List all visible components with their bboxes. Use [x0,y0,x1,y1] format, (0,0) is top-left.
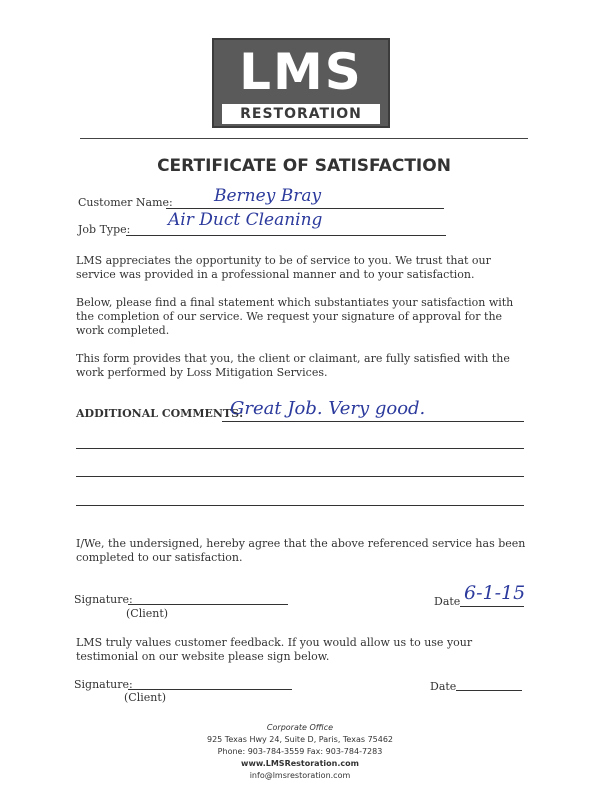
footer-email[interactable]: info@lmsrestoration.com [249,771,351,780]
date-value[interactable]: 6-1-15 [464,582,526,604]
footer [160,722,440,782]
signature-line[interactable] [128,604,288,605]
logo-sub-text: RESTORATION [222,104,380,124]
testimonial-date-label: Date [430,680,457,693]
date-line [460,606,524,607]
comments-value[interactable]: Great Job. Very good. [230,398,426,419]
footer-office: Corporate Office [266,723,334,732]
comments-line-2 [76,448,524,449]
comments-label: ADDITIONAL COMMENTS: [76,407,244,420]
comments-line-4 [76,505,524,506]
page-title: CERTIFICATE OF SATISFACTION [157,156,451,176]
comments-line-1 [222,421,524,422]
agreement-paragraph: I/We, the undersigned, hereby agree that the above referenced service has been completed to our satisfaction. [76,537,526,564]
feedback-paragraph: LMS truly values customer feedback. If you would allow us to use your testimonial on our website please sign below. [76,636,473,663]
job-type-line [126,235,446,236]
testimonial-signature-line[interactable] [128,689,292,690]
job-type-label: Job Type: [78,223,131,236]
comments-line-3 [76,476,524,477]
testimonial-date-line[interactable] [456,690,522,691]
date-label: Date [434,595,461,608]
customer-name-label: Customer Name: [78,196,173,209]
testimonial-client-label: (Client) [124,691,167,704]
signature-label: Signature: [74,593,133,606]
statement-paragraph: Below, please find a final statement which substantiates your satisfaction with the completion of our service. We request your signature of approval for the work completed. [76,296,514,337]
logo-main-text: LMS [239,43,363,101]
intro-paragraph: LMS appreciates the opportunity to be of service to you. We trust that our service was provided in a professional manner and to your satisfaction. [76,254,491,281]
testimonial-signature-label: Signature: [74,678,133,691]
customer-name-value[interactable]: Berney Bray [214,186,322,206]
footer-address: 925 Texas Hwy 24, Suite D, Paris, Texas 75462 [206,735,394,744]
header-divider [80,138,528,139]
customer-name-line [166,208,444,209]
footer-phone: Phone: 903-784-3559 Fax: 903-784-7283 [217,747,383,756]
client-label: (Client) [126,607,169,620]
job-type-value[interactable]: Air Duct Cleaning [168,210,323,230]
company-logo [212,38,390,128]
satisfaction-paragraph: This form provides that you, the client or claimant, are fully satisfied with the work performed by Loss Mitigation Services. [76,352,510,379]
footer-website[interactable]: www.LMSRestoration.com [241,759,359,768]
